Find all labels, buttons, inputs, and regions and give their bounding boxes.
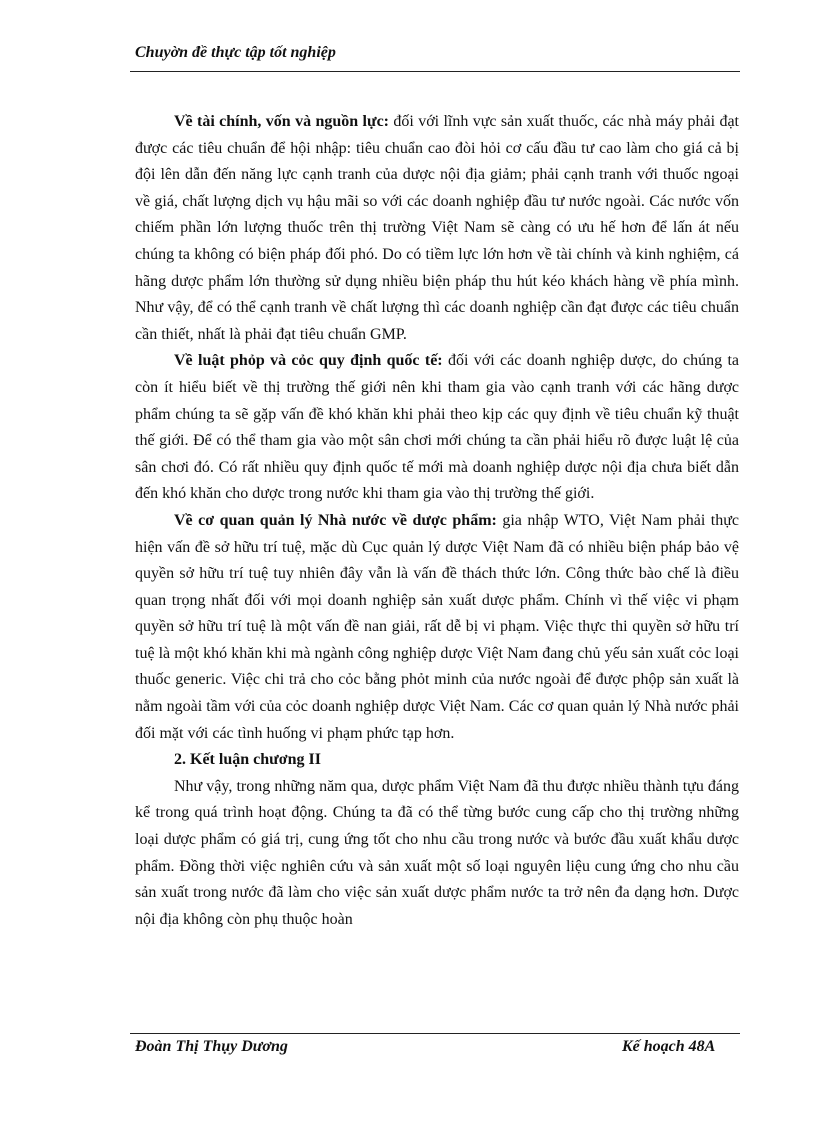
document-body — [135, 109, 739, 933]
footer-divider — [130, 1033, 740, 1034]
paragraph-law — [135, 348, 739, 508]
paragraph-text: đối với lĩnh vực sản xuất thuốc, các nhà máy phải đạt được các tiêu chuẩn để hội nhập: tiêu chuẩn cao đòi hỏi cơ cấu đầu tư cao làm cho giá cả bị đội lên dẫn đến năng lực cạnh tranh của dược nội địa giảm; phải cạnh tranh với thuốc ngoại về giá, chất lượng dịch vụ hậu mãi so với các doanh nghiệp đầu tư nước ngoài. Các nước vốn chiếm phần lớn lượng thuốc trên thị trường Việt Nam sẽ càng có ưu hế hơn để lấn át nếu chúng ta không có biện pháp đối phó. Do có tiềm lực lớn hơn về tài chính và kinh nghiệm, cá hãng dược phẩm lớn thường sử dụng nhiều biện pháp thu hút kéo khách hàng về phía mình. Như vậy, để có thể cạnh tranh về chất lượng thì các doanh nghiệp cần đạt được các tiêu chuẩn cần thiết, nhất là phải đạt tiêu chuẩn GMP. — [135, 113, 739, 343]
paragraph-text: gia nhập WTO, Việt Nam phải thực hiện vấn đề sở hữu trí tuệ, mặc dù Cục quản lý dược Việt Nam đã có nhiều biện pháp bảo vệ quyền sở hữu trí tuệ tuy nhiên đây vẫn là vấn đề thách thức lớn. Công thức bào chế là điều quan trọng nhất đối với mọi doanh nghiệp sản xuất dược phẩm. Chính vì thế việc vi phạm quyền sở hữu trí tuệ là một vấn đề nan giải, rất dễ bị vi phạm. Việc thực thi quyền sở hữu trí tuệ là một khó khăn khi mà ngành công nghiệp dược Việt Nam đang chủ yếu sản xuất cỏc loại thuốc generic. Việc chi trả cho cỏc bằng phỏt minh của nước ngoài để được phộp sản xuất là nằm ngoài tầm với của cỏc doanh nghiệp dược Việt Nam. Các cơ quan quản lý Nhà nước phải đối mặt với các tình huống vi phạm phức tạp hơn. — [135, 511, 739, 742]
paragraph-lead: Về tài chính, vốn và nguồn lực: — [174, 113, 389, 130]
header-divider — [130, 71, 740, 72]
footer-author: Đoàn Thị Thụy Dương — [135, 1038, 288, 1055]
paragraph-lead: Về cơ quan quản lý Nhà nước về dược phẩm: — [174, 511, 497, 529]
page-header-title: Chuyờn đề thực tập tốt nghiệp — [135, 44, 336, 61]
paragraph-lead: Về luật phỏp và cỏc quy định quốc tế: — [174, 352, 443, 370]
paragraph-conclusion — [135, 774, 739, 934]
paragraph-finance — [135, 109, 739, 348]
paragraph-text: đối với các doanh nghiệp dược, do chúng ta còn ít hiểu biết về thị trường thế giới nên khi tham gia vào cạnh tranh với các hãng dược phẩm chúng ta sẽ gặp vấn đề khó khăn khi phải theo kịp các quy định về tiêu chuẩn kỹ thuật thế giới. Để có thể tham gia vào một sân chơi mới chúng ta cần phải hiểu rõ được luật lệ của sân chơi đó. Có rất nhiều quy định quốc tế mới mà doanh nghiệp dược nội địa chưa biết dẫn đến khó khăn cho dược trong nước khi tham gia vào thị trường thế giới. — [135, 352, 739, 503]
paragraph-agency — [135, 508, 739, 747]
paragraph-text: Như vậy, trong những năm qua, dược phẩm Việt Nam đã thu được nhiều thành tựu đáng kể trong quá trình hoạt động. Chúng ta đã có thể từng bước cung cấp cho thị trường những loại dược phẩm có giá trị, cung ứng tốt cho nhu cầu trong nước và bước đầu xuất khẩu dược phẩm. Đồng thời việc nghiên cứu và sản xuất một số loại nguyên liệu cung ứng cho nhu cầu sản xuất trong nước đã làm cho việc sản xuất dược phẩm nước ta trở nên đa dạng hơn. Dược nội địa không còn phụ thuộc hoàn — [135, 777, 739, 928]
section-heading: 2. Kết luận chương II — [174, 751, 321, 769]
footer-class: Kế hoạch 48A — [622, 1038, 716, 1055]
